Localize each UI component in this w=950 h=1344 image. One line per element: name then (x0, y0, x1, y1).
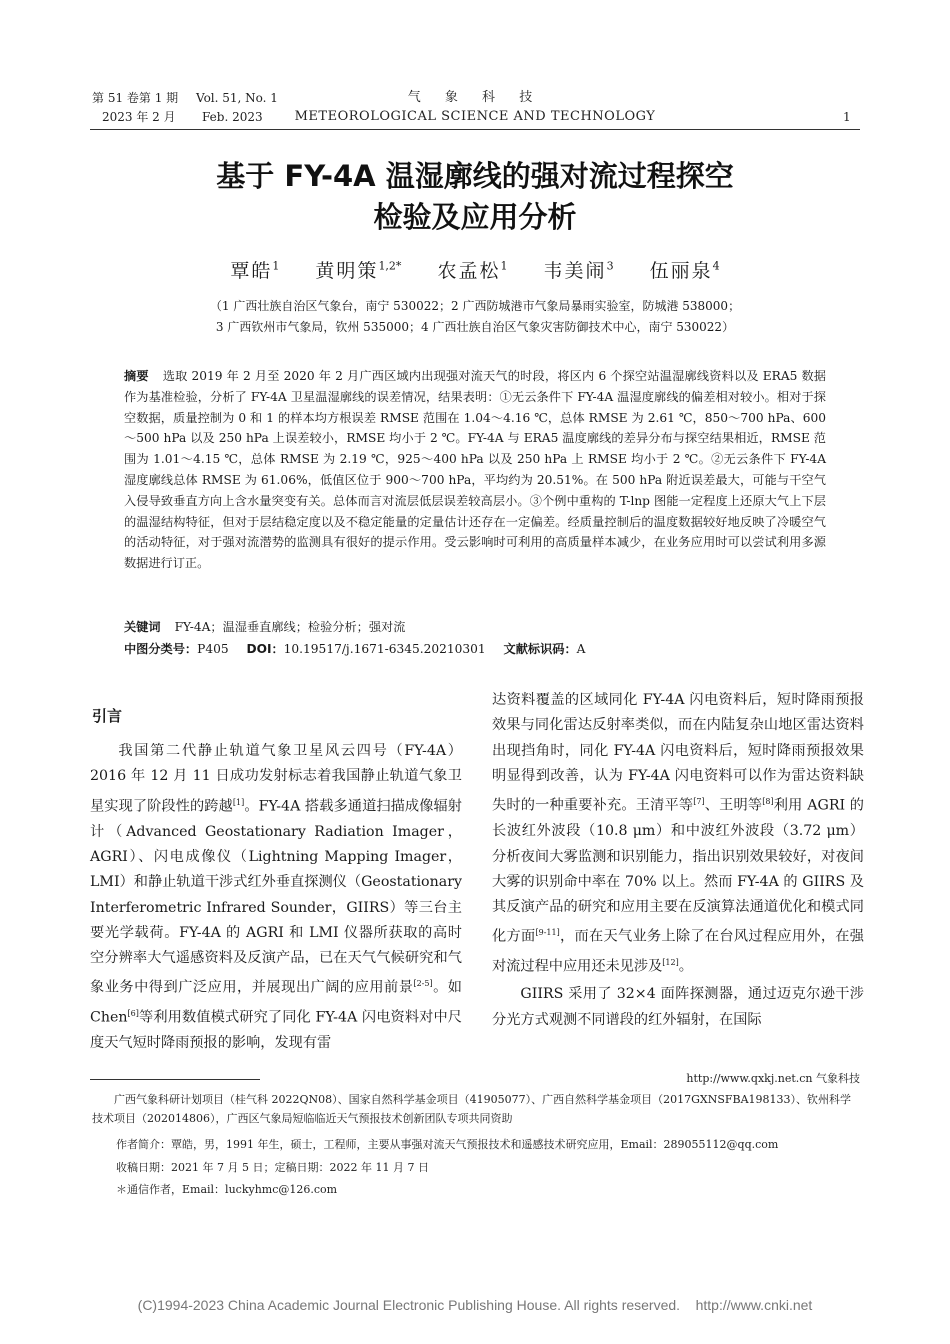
volume-issue-en: Vol. 51, No. 1 (196, 91, 278, 105)
author: 韦美闹$^3$ (543, 259, 614, 282)
citation: [6] (127, 1009, 139, 1019)
footnote-rule (90, 1079, 260, 1080)
right-column (492, 688, 864, 1033)
affiliation-line2: 3 广西钦州市气象局，钦州 535000；4 广西壮族自治区气象灾害防御技术中心，南宁 530022） (215, 320, 735, 334)
abstract-text: 选取 2019 年 2 月至 2020 年 2 月广西区域内出现强对流天气的时段，将区内 6 个探空站温湿廓线资料以及 ERA5 数据作为基准检验，分析了 FY-4A 卫星温湿廓线的误差情况，结果表明：①无云条件下 FY-4A 温湿度廓线的偏差相对较小。相对于探空数据，质量控制为 0 和 1 的样本均方根误差 RMSE 范围在 1.04～4.16 ℃，总体 RMSE 为 2.61 ℃，850～700 hPa、600～500 hPa 以及 250 hPa 上误差较小，RMSE 均小于 2 ℃。FY-4A 与 ERA5 温度廓线的差异分布与探空结果相近，RMSE 范围为 1.01～4.15 ℃，总体 RMSE 为 2.19 ℃，925～400 hPa 以及 250 hPa 上 RMSE 均小于 2 ℃。②无云条件下 FY-4A 湿度廓线总体 RMSE 为 61.06%，低值区位于 900～700 hPa，平均约为 20.51%。在 500 hPa 附近误差最大，可能与干空气入侵导致垂直方向上含水量突变有关。总体而言对流层低层误差较高层小。③个例中重构的 T-lnp 图能一定程度上还原大气上下层的温湿结构特征，但对于层结稳定度以及不稳定能量的定量估计还存在一定偏差。经质量控制后的温度数据较好地反映了冷暖空气的活动特征，对于强对流潜势的监测具有很好的提示作用。受云影响时可利用的高质量样本减少，在业务应用时可以尝试利用多源数据进行订正。 (124, 369, 826, 571)
funding-note: 广西气象科研计划项目（桂气科 2022QN08）、国家自然科学基金项目（41905077）、广西自然科学基金项目（2017GXNSFBA198133）、钦州科学技术项目（202014806），广西区气象局短临临近天气预报技术创新团队专项共同资助 (92, 1093, 852, 1125)
section-heading-introduction: 引言 (92, 707, 123, 725)
doc-code-value: A (576, 642, 586, 656)
date-en: Feb. 2023 (202, 110, 263, 124)
author-bio: 作者简介：覃皓，男，1991 年生，硕士，工程师，主要从事强对流天气预报技术和遥感技术研究应用，Email：289055112@qq.com (116, 1138, 779, 1151)
paper-title-line1: 基于 FY-4A 温湿廓线的强对流过程探空 (216, 159, 734, 193)
journal-name-en: METEOROLOGICAL SCIENCE AND TECHNOLOGY (294, 109, 656, 124)
keywords-text: FY-4A；温湿垂直廓线；检验分析；强对流 (174, 620, 406, 634)
paragraph: GIIRS 采用了 32×4 面阵探测器，通过迈克尔逊干涉分光方式观测不同谱段的红外辐射，在国际 (492, 986, 864, 1028)
citation: [7] (693, 797, 705, 807)
abstract (124, 366, 826, 574)
corresponding-author: ＊通信作者，Email：luckyhmc@126.com (116, 1183, 338, 1196)
author: 伍丽泉$^4$ (649, 259, 720, 282)
author: 覃皓$^1$ (230, 259, 280, 282)
citation: [12] (662, 958, 679, 968)
paragraph: 达资料覆盖的区域同化 FY-4A 闪电资料后，短时降雨预报效果与同化雷达反射率类似，而在内陆复杂山地区雷达资料出现挡角时，同化 FY-4A 闪电资料后，短时降雨预报效果明显得到改善，认为 FY-4A 闪电资料可以作为雷达资料缺失时的一种重要补充。王清平等[7]、王明等[8]利用 AGRI 的长波红外波段（10.8 μm）和中波红外波段（3.72 μm）分析夜间大雾监测和识别能力，指出识别效果较好，对夜间大雾的识别命中率在 70% 以上。然而 FY-4A 的 GIIRS 及其反演产品的研究和应用主要在反演算法通道优化和模式同化方面[9-11]，而在天气业务上除了在台风过程应用外，在强对流过程中应用还未见涉及[12]。 (492, 692, 864, 976)
cnki-footer: (C)1994-2023 China Academic Journal Electronic Publishing House. All rights reserved. http://www.cnki.net (137, 1297, 813, 1313)
affiliation-line1: （1 广西壮族自治区气象台，南宁 530022；2 广西防城港市气象局暴雨实验室，防城港 538000； (209, 299, 741, 313)
clc-label: 中图分类号： (124, 642, 198, 656)
keywords (124, 617, 826, 638)
citation: [8] (762, 797, 774, 807)
abstract-label: 摘要 (124, 369, 149, 383)
left-column (90, 739, 462, 1057)
paper-title-line2: 检验及应用分析 (373, 200, 577, 234)
keywords-label: 关键词 (124, 620, 161, 634)
doi-value: 10.19517/j.1671-6345.20210301 (283, 642, 486, 656)
date-cn: 2023 年 2 月 (102, 110, 176, 124)
journal-website: http://www.qxkj.net.cn 气象科技 (686, 1072, 860, 1085)
citation: [9-11] (535, 928, 560, 938)
doc-code-label: 文献标识码： (503, 642, 577, 656)
journal-name-cn: 气 象 科 技 (407, 90, 543, 105)
author-list (0, 256, 950, 283)
doi-label: DOI： (246, 642, 284, 656)
page-number: 1 (843, 110, 851, 124)
received-dates: 收稿日期：2021 年 7 月 5 日；定稿日期：2022 年 11 月 7 日 (116, 1161, 429, 1174)
clc-value: P405 (197, 642, 229, 656)
author: 黄明策$^{1,2*}$ (315, 259, 402, 282)
header-rule (90, 129, 860, 130)
author: 农孟松$^1$ (437, 259, 508, 282)
citation: [2-5] (413, 979, 433, 989)
classification-line (124, 639, 826, 660)
paragraph: 我国第二代静止轨道气象卫星风云四号（FY-4A）2016 年 12 月 11 日成功发射标志着我国静止轨道气象卫星实现了阶段性的跨越[1]。FY-4A 搭载多通道扫描成像辐射计（Advanced Geostationary Radiation Imager，AGRI）、闪电成像仪（Lightning Mapping Imager，LMI）和静止轨道干涉式红外垂直探测仪（Geostationary Interferometric Infrared Sounder，GIIRS）等三台主要光学载荷。FY-4A 的 AGRI 和 LMI 仪器所获取的高时空分辨率大气遥感资料及反演产品，已在天气气候研究和气象业务中得到广泛应用，并展现出广阔的应用前景[2-5]。如 Chen[6]等利用数值模式研究了同化 FY-4A 闪电资料对中尺度天气短时降雨预报的影响，发现有雷 (90, 743, 462, 1052)
citation: [1] (232, 797, 245, 807)
volume-issue-cn: 第 51 卷第 1 期 (92, 91, 179, 105)
